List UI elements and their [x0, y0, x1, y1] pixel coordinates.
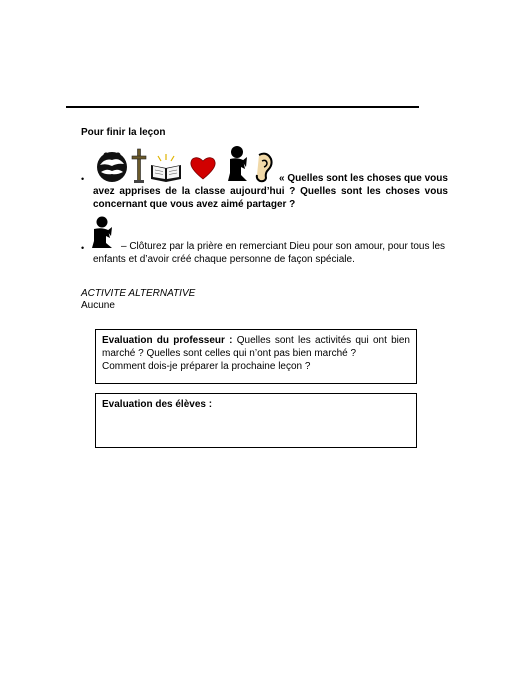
alternative-activity-title: ACTIVITE ALTERNATIVE: [81, 288, 196, 299]
section-title: Pour finir la leçon: [81, 127, 166, 138]
bullet-1: •: [81, 174, 85, 184]
bullet-2: •: [81, 243, 85, 253]
student-evaluation-label: Evaluation des élèves :: [102, 399, 213, 410]
alternative-activity-value: Aucune: [81, 300, 115, 311]
closing-questions-line1: « Quelles sont les choses que vous: [279, 173, 448, 184]
teacher-evaluation-label: Evaluation du professeur :: [102, 335, 233, 346]
teacher-evaluation-box: [95, 329, 417, 384]
teacher-evaluation-next-lesson: Comment dois-je préparer la prochaine leçon ?: [102, 361, 311, 372]
closing-prayer-line1: – Clôturez par la prière en remerciant Dieu pour son amour, pour tous les: [121, 241, 446, 252]
horizontal-rule: [66, 106, 419, 108]
closing-prayer: [93, 240, 448, 266]
student-evaluation-box: [95, 393, 417, 448]
closing-prayer-rest: enfants et d’avoir créé chaque personne de façon spéciale.: [93, 254, 355, 265]
closing-questions: [93, 172, 448, 211]
teacher-evaluation-questions: Quelles sont les activités qui ont bien marché ? Quelles sont celles qui n’ont pas bien marché ?: [102, 335, 410, 359]
closing-questions-rest: avez apprises de la classe aujourd’hui ? Quelles sont les choses vous concernant que vous avez aimé partager ?: [93, 186, 448, 210]
